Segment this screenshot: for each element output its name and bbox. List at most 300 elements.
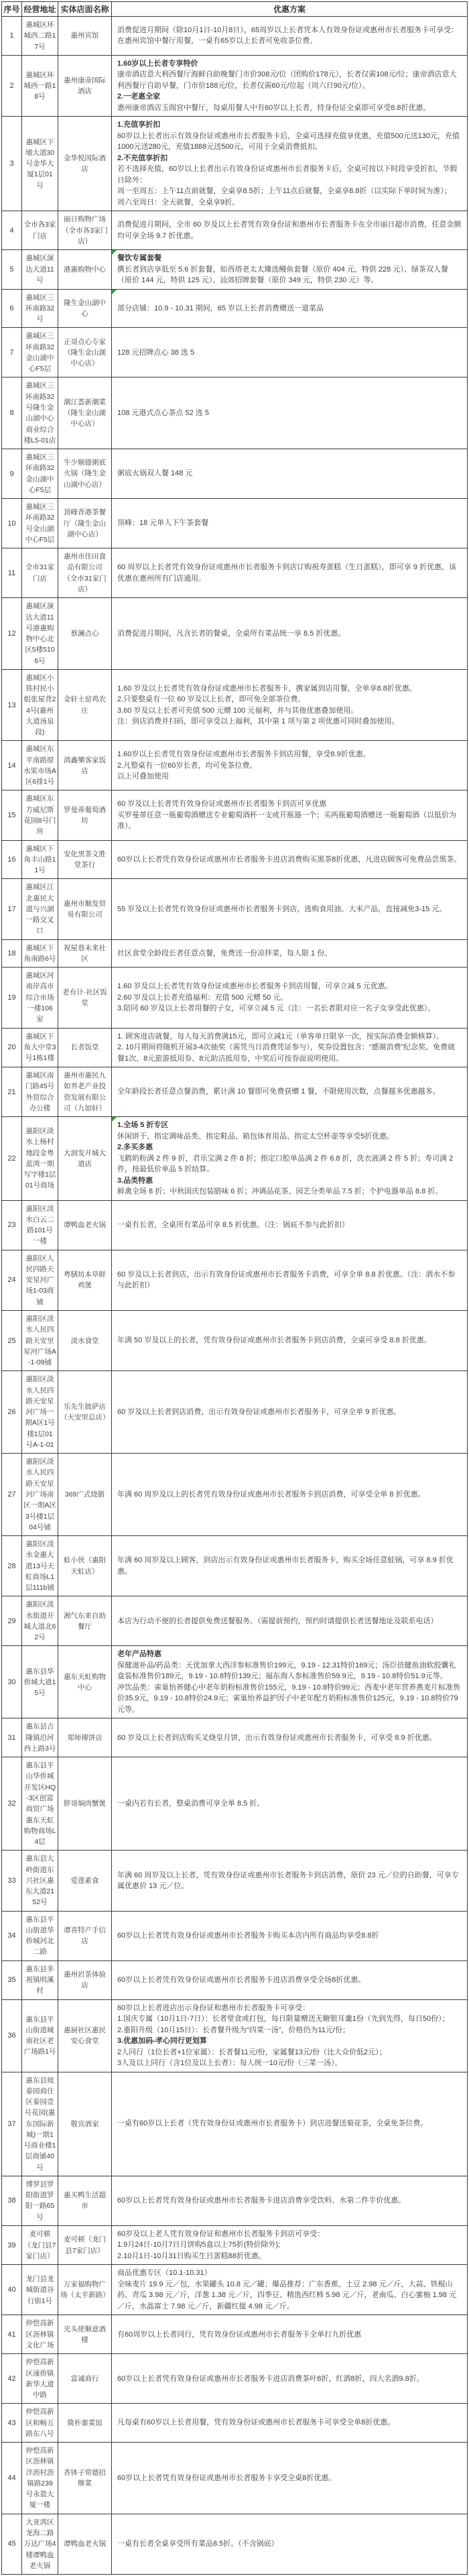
address-cell: 龙门县龙城街道谷行街1号 xyxy=(22,2265,58,2315)
store-name-cell: 惠州康帝国际酒店 xyxy=(58,55,112,117)
address-cell: 惠城区下角大中堂3号1栋1楼 xyxy=(22,1028,58,1067)
row-number-cell: 26 xyxy=(2,1371,22,1454)
plan-line: 60岁以上长者凭有效身份证或惠州市长者服务卡购买本店内所有商品均享受8.8折 xyxy=(117,1931,379,1940)
column-header-number: 序号 xyxy=(2,2,22,17)
offer-plan-cell xyxy=(112,211,468,250)
plan-line: 鲜禽全场 8 折；中秋国庆包装腊味 6 折；冲调品花茶、园艺分类单品 7.5 折；个护电器单品 8.8 折。 xyxy=(117,1187,443,1196)
store-name-cell: 胖哥焖肉蟹煲 xyxy=(58,1757,112,1851)
address-cell: 全市31家门店 xyxy=(22,548,58,598)
store-name-cell: 爱莲素食 xyxy=(58,1851,112,1911)
row-number-cell: 32 xyxy=(2,1757,22,1851)
address-cell: 惠城区三环南路32号 xyxy=(22,289,58,328)
row-number-cell: 44 xyxy=(2,2443,22,2514)
senior-discount-offers-table xyxy=(1,1,468,2575)
plan-line: 2.凡整桌有一位60岁长者，均可免茶位费。 xyxy=(117,761,257,770)
plan-line: 2.一老惠全家 xyxy=(117,93,161,101)
plan-line: 顶峰：18 元单人下午茶套餐 xyxy=(117,519,209,528)
plan-line: 3人及以上同行（含1位及以上长者）：每人统一10元/份（三菜一汤）。 xyxy=(117,2059,342,2068)
column-header-plan: 优惠方案 xyxy=(112,2,468,17)
plan-line: 若不选择充值，60岁以上长者出示有效身份证或惠州市长者服务卡后，全桌可按以下时段享受折扣，节假日除外： xyxy=(117,165,458,184)
row-number-cell: 3 xyxy=(2,117,22,211)
plan-line: 以上可叠加使用 xyxy=(117,772,169,781)
offer-plan-cell xyxy=(112,1536,468,1596)
address-cell: 惠阳区淡水上杨村地段金粤蓝湾一期写字楼1层01号商场 xyxy=(22,1117,58,1201)
plan-line: 1.60岁以上长者专享特价 xyxy=(117,59,198,68)
store-name-cell: 祝屋巷未来社区 xyxy=(58,939,112,968)
plan-line: 128 元招牌点心 38 选 5 xyxy=(117,348,194,357)
row-number-cell: 23 xyxy=(2,1200,22,1250)
address-cell: 惠城区下埔大道30号金华大厦1层01号 xyxy=(22,117,58,211)
table-row xyxy=(2,499,468,548)
address-cell: 惠东县坡泰园商住区泰园壹号花园(惠东国际新城)一期1号商业楼1层商铺40号 xyxy=(22,2072,58,2176)
plan-line: 2人同行（1位长者+1位家属）：长者餐11元/份，家属餐13元/份（比大众价低2元）； xyxy=(117,2048,387,2056)
plan-line: 1.60 岁及以上长者凭有效身份证或惠州市长者服务卡，携家属到店用餐，全单享8.8折优惠。 xyxy=(117,684,417,693)
store-name-cell: 惠州宾馆 xyxy=(58,17,112,56)
address-cell: 麦可顿（龙门县7家门店） xyxy=(22,2225,58,2265)
plan-line: 冲饮品类：雀巢怡养健心中老年奶粉标准售价155元，9.19 - 10.8特价99元；西麦中老年营养燕麦片标准售价35.9元，9.19 - 10.8特价24.9元；雀巢怡养益护因子中老年配方奶粉标准售价125元，9.19 - 10.8特价79元等。 xyxy=(117,1683,461,1714)
address-cell: 惠阳区淡水金惠大道13号天虹商场L1层111b铺 xyxy=(22,1536,58,1596)
offer-plan-cell xyxy=(112,2225,468,2265)
table-row xyxy=(2,1250,468,1310)
row-number-cell: 1 xyxy=(2,17,22,56)
address-cell: 惠阳区淡水人民四路天安星河广场一期A区1号楼1层01号A-1-01 xyxy=(22,1371,58,1454)
plan-line: 1. 顾客进店就餐，每人每天消费满15元，即可立减1元（单客单日限享一次，按实际消费金额核算）。 xyxy=(117,1032,444,1041)
table-row xyxy=(2,449,468,499)
offer-plan-cell xyxy=(112,1718,468,1757)
plan-line: 餐饮专属套餐 xyxy=(117,254,161,263)
header-row xyxy=(2,2,468,17)
plan-line: 60岁以上长者凭有效身份证或惠州市长者服务卡进店消费享受饮料、水第二件半价优惠。 xyxy=(117,2197,406,2205)
offer-plan-cell xyxy=(112,1646,468,1718)
table-row xyxy=(2,250,468,290)
offer-plan-cell xyxy=(112,879,468,939)
plan-line: 买罗曼蒂任意一瓶葡萄酒赠送专业葡萄酒杯一支或开瓶器一个；买两瓶葡萄酒赠送一瓶葡萄酒（以低价为准）。 xyxy=(117,811,456,831)
row-number-cell: 33 xyxy=(2,1851,22,1911)
table-row xyxy=(2,2514,468,2574)
table-row xyxy=(2,2225,468,2265)
address-cell: 惠城区小铁村民小组张屋背24号(惠州大道汤泉段) xyxy=(22,669,58,741)
plan-line: 飞鹤奶粉满 2 件 9 折，君乐宝满 2 件 8 折；指定口腔单品满 2 件 6.8 折，洗衣液满 2 件 5 折；寿司满 2 件，按最低价单品 5 折结算。 xyxy=(117,1154,454,1174)
plan-line: 2.60 岁及以上长者充值福利：充值 500 元赠 50 元。 xyxy=(117,993,288,1002)
store-name-cell: 金轩土窑鸡农庄 xyxy=(58,669,112,741)
plan-line: 55 岁及以上长者凭有效身份证或惠州市长者服务卡到店，选购食用油、大米产品，直接减免3-15 元。 xyxy=(117,904,447,913)
table-row xyxy=(2,1851,468,1911)
address-cell: 博罗县罗阳街道罗阳一路65号 xyxy=(22,2176,58,2225)
row-number-cell: 8 xyxy=(2,377,22,449)
address-cell: 惠城区三环南路32金山湖中心F5层 xyxy=(22,328,58,377)
plan-line: 消费促进月期间（除10月1日-10月8日），65周岁以上长者凭本人有效身份证或惠州市长者服务卡可享受：在惠州宾馆中餐厅用餐，一桌有65岁以上长者可免收茶位费。 xyxy=(117,25,459,46)
offer-plan-cell xyxy=(112,1310,468,1370)
plan-line: 一桌有长者，全桌所有菜品可享 8.5 折优惠。（注：锅底不参与此折扣） xyxy=(117,1220,349,1229)
store-name-cell: 罗曼蒂葡萄酒坊 xyxy=(58,791,112,840)
row-number-cell: 43 xyxy=(2,2404,22,2443)
store-name-cell: 丽日购物广场（全市各3家门店） xyxy=(58,211,112,250)
table-row xyxy=(2,2404,468,2443)
store-name-cell: 正哥点心专家（隆生金山湖中心店） xyxy=(58,328,112,377)
store-name-cell: 富诚商行 xyxy=(58,2354,112,2404)
address-cell: 惠城区环城西二路17号 xyxy=(22,17,58,56)
store-name-cell: 顶峰香港茶餐厅（隆生金山湖中心店） xyxy=(58,499,112,548)
plan-line: 1.9月24日-10月7日月饼购5盒以上75折(特价除外); xyxy=(117,2241,281,2249)
row-number-cell: 35 xyxy=(2,1960,22,1999)
column-header-store: 实体店面名称 xyxy=(58,2,112,17)
plan-line: 一桌内若有长者，整桌消费可享全单 8.5 折。 xyxy=(117,1800,265,1808)
plan-line: 休闲饼干、指定调味品类、指定鞋品、箱包体育用品、指定太空杯壶等享受5折优惠。 xyxy=(117,1132,395,1140)
offer-plan-cell xyxy=(112,1960,468,1999)
plan-line: 1.充值享折扣 xyxy=(117,121,161,129)
table-row xyxy=(2,1536,468,1596)
store-name-cell: 敬宾酒家 xyxy=(58,2072,112,2176)
plan-line: 粥底火锅双人餐 148 元 xyxy=(117,469,193,478)
store-name-cell: 大润发开城大道店 xyxy=(58,1117,112,1201)
address-cell: 惠东县平山街道城南社区老广场路1号 xyxy=(22,1999,58,2072)
plan-line: 60 岁及以上长者到店购买叉烧皇月饼，出示有效身份证或惠州市长者服务卡，可享受 8.9 折优惠。 xyxy=(117,1733,437,1742)
store-name-cell: 牛少顺德粥底火锅（隆生金山湖中心店） xyxy=(58,449,112,499)
offer-plan-cell xyxy=(112,2404,468,2443)
address-cell: 全市各3家门店 xyxy=(22,211,58,250)
table-row xyxy=(2,1911,468,1960)
table-row xyxy=(2,2443,468,2514)
row-number-cell: 6 xyxy=(2,289,22,328)
table-row xyxy=(2,1310,468,1370)
table-row xyxy=(2,1646,468,1718)
plan-line: 全味麦片 19.9 元／包，水果罐头 10.8 元／罐；爆品推荐：广东香蕉、土豆 2.98 元／斤，大蒜、铁棍山药、青瓜 3.98 元／斤，洋葱 1.38 元／斤，四季豆、精选西红柿 5.98 元／斤，老南瓜、白心蜜柚 1.98 元／斤，水晶富士 7.98 元／斤，新疆红提 4.98 元／斤。 xyxy=(117,2280,457,2310)
plan-line: 60 周岁以上长者凭有效身份证或惠州市长者服务卡到店订购祝寿蛋糕（生日蛋糕），即可享 9 折优惠，该优惠在惠州所有门店通用。 xyxy=(117,563,457,583)
address-cell: 惠东县吉隆镇沿河西上路3号 xyxy=(22,1718,58,1757)
row-number-cell: 27 xyxy=(2,1454,22,1536)
plan-line: 60 岁及以上长者凭有效身份证或惠州市长者服务卡到店可享优惠 xyxy=(117,800,327,809)
offer-plan-cell xyxy=(112,1757,468,1851)
plan-line: 3.优惠加码-孝心同行更划算 xyxy=(117,2037,207,2046)
offer-plan-cell xyxy=(112,1454,468,1536)
offer-plan-cell xyxy=(112,499,468,548)
row-number-cell: 25 xyxy=(2,1310,22,1370)
offer-plan-cell xyxy=(112,449,468,499)
store-name-cell: 万家福购物广场（太平新路） xyxy=(58,2265,112,2315)
offer-plan-cell xyxy=(112,2354,468,2404)
store-name-cell: 惠厨社区惠民安心食堂 xyxy=(58,1999,112,2072)
plan-line: 2.不充值享折扣 xyxy=(117,154,168,162)
table-row xyxy=(2,1596,468,1646)
store-name-cell: 谭鸭血老火锅 xyxy=(58,2514,112,2574)
store-name-cell: 惠买鸭生活超市 xyxy=(58,2176,112,2225)
row-number-cell: 36 xyxy=(2,1999,22,2072)
table-row xyxy=(2,1999,468,2072)
plan-line: 60 岁及以上长者到店消费，出示有效身份证或惠州市长者服务卡，可享全单 9 折优惠。 xyxy=(117,1407,401,1416)
store-name-cell: 谭喜特产手信店 xyxy=(58,1911,112,1960)
offer-plan-cell xyxy=(112,1851,468,1911)
plan-line: 2.多买多惠 xyxy=(117,1143,153,1152)
offer-plan-cell xyxy=(112,289,468,328)
row-number-cell: 45 xyxy=(2,2514,22,2574)
plan-line: 社区食堂全龄段长者任意点餐，免费送一份凉拌菜，每人限 1 份。 xyxy=(117,949,332,957)
offer-plan-cell xyxy=(112,2443,468,2514)
table-row xyxy=(2,1067,468,1117)
address-cell: 惠城区东平南路原水果市场A区6排1号 xyxy=(22,741,58,791)
address-cell: 仲恺高新区潼侨镇新华大道中路 xyxy=(22,2354,58,2404)
offer-plan-cell xyxy=(112,17,468,56)
offer-plan-cell xyxy=(112,55,468,117)
table-row xyxy=(2,548,468,598)
address-cell: 惠城区三环南路32号金山湖中心F5层 xyxy=(22,499,58,548)
address-cell: 惠城区环城西一路18号 xyxy=(22,55,58,117)
table-row xyxy=(2,2176,468,2225)
row-number-cell: 37 xyxy=(2,2072,22,2176)
table-row xyxy=(2,2265,468,2315)
offer-plan-cell xyxy=(112,1911,468,1960)
offer-plan-cell xyxy=(112,548,468,598)
comment-marker-icon xyxy=(112,1117,117,1122)
table-row xyxy=(2,791,468,840)
offer-plan-cell xyxy=(112,2265,468,2315)
offer-plan-cell xyxy=(112,117,468,211)
table-row xyxy=(2,879,468,939)
row-number-cell: 4 xyxy=(2,211,22,250)
address-cell: 惠城区演达大道11号港惠购物中心北区5楼5106号 xyxy=(22,598,58,670)
offer-plan-cell xyxy=(112,2072,468,2176)
table-row xyxy=(2,840,468,879)
plan-line: 一桌有长者全桌享受所有菜品8.5折。（不含锅底） xyxy=(117,2540,279,2549)
store-name-cell: 蔡澜点心 xyxy=(58,598,112,670)
row-number-cell: 21 xyxy=(2,1067,22,1117)
plan-line: 60岁以上长者凭有效身份证或惠州市长者服务卡进店消费茶叶8折，红酒8折，四大名酒9.8折。 xyxy=(117,2374,424,2383)
table-header xyxy=(2,2,468,17)
row-number-cell: 19 xyxy=(2,968,22,1028)
row-number-cell: 9 xyxy=(2,449,22,499)
plan-line: 108 元港式点心茶点 52 选 5 xyxy=(117,409,209,417)
row-number-cell: 18 xyxy=(2,939,22,968)
table-row xyxy=(2,1371,468,1454)
store-name-cell: 乐先生披萨店（天安里总店） xyxy=(58,1371,112,1454)
address-cell: 惠阳区淡水白云二路101号一楼 xyxy=(22,1200,58,1250)
store-name-cell: 惠州市惠民九如养老产业投资发展有限公司（九如轩） xyxy=(58,1067,112,1117)
row-number-cell: 10 xyxy=(2,499,22,548)
address-cell: 惠阳区人民四路天安星河广场1-03商铺 xyxy=(22,1250,58,1310)
store-name-cell: 惠东天虹购物中心 xyxy=(58,1646,112,1718)
table-row xyxy=(2,1454,468,1536)
store-name-cell: 惠州岩茶体验店 xyxy=(58,1960,112,1999)
plan-line: 有60周岁以上长者同行，凭有效身份证或惠州市长者服务卡全单打九折优惠 xyxy=(117,2330,362,2339)
store-name-cell: 安化黑茶文胜堂茶行 xyxy=(58,840,112,879)
plan-line: 部分店铺：10.9 - 10.31 期间，65 岁以上长者消费赠送一道菜品 xyxy=(117,304,324,312)
row-number-cell: 13 xyxy=(2,669,22,741)
table-row xyxy=(2,55,468,117)
address-cell: 惠东县大岭街道东兴社区惠东大道2152号 xyxy=(22,1851,58,1911)
row-number-cell: 14 xyxy=(2,741,22,791)
row-number-cell: 30 xyxy=(2,1646,22,1718)
table-row xyxy=(2,2354,468,2404)
offer-plan-cell xyxy=(112,598,468,670)
row-number-cell: 38 xyxy=(2,2176,22,2225)
plan-line: 消费促进月期间，全市 60 岁及以上长者凭有效身份证和惠州市长者服务卡在全市丽日超市消费，任意金额均可享全场 9.7 折优惠。 xyxy=(117,221,462,240)
table-row xyxy=(2,1200,468,1250)
address-cell: 惠城区河南岸高市综合市场一楼106室 xyxy=(22,968,58,1028)
store-name-cell: 老有计·社区饭堂 xyxy=(58,968,112,1028)
plan-line: 1.60 岁及以上长者凭有效身份证或惠州市长者服务卡到店用餐，可享立减 5 元优惠。 xyxy=(117,982,393,991)
address-cell: 仲恺高新区沥林镇泮沥村沥镇路239号永盈大厦一楼 xyxy=(22,2443,58,2514)
offer-plan-cell xyxy=(112,1596,468,1646)
row-number-cell: 39 xyxy=(2,2225,22,2265)
plan-line: 一桌有60岁以上长者（凭有效身份证或惠州市长者服务卡）到店进餐送菊花茶，全桌免茶位费。 xyxy=(117,2119,428,2128)
offer-plan-cell xyxy=(112,791,468,840)
store-name-cell: 湘气东来自助餐厅 xyxy=(58,1596,112,1646)
row-number-cell: 15 xyxy=(2,791,22,840)
address-cell: 惠城区下角丰山路11号 xyxy=(22,840,58,879)
row-number-cell: 42 xyxy=(2,2354,22,2404)
address-cell: 惠城区东方威尼斯花园8号门房 xyxy=(22,791,58,840)
address-cell: 惠东县平山街道华侨城河北二路 xyxy=(22,1911,58,1960)
plan-line: 2.重阳升级（10月15日）：长者餐升级为“四菜一汤”，价格仍为11元/份； xyxy=(117,2026,350,2034)
plan-line: 60 岁及以上长者到店，出示有效身份证或惠州市长者服务卡消费，可享全单 8.8 折优惠。（注：酒水不参与此折扣） xyxy=(117,1270,456,1290)
plan-line: 60岁以上长者凭有效身份证或惠州市长者服务卡进店消费享受全场8折优惠。 xyxy=(117,1975,366,1984)
store-name-cell: 香钵子常德招牌菜 xyxy=(58,2443,112,2514)
row-number-cell: 11 xyxy=(2,548,22,598)
store-name-cell: 金华悦国际酒店 xyxy=(58,117,112,211)
row-number-cell: 24 xyxy=(2,1250,22,1310)
offer-plan-cell xyxy=(112,1999,468,2072)
plan-line: 老年产品特惠 xyxy=(117,1650,161,1659)
plan-line: 3.60 岁及以上长者可充值 500 元赠 100 元福利，并与其他优惠叠加使用。 xyxy=(117,706,358,715)
plan-line: 保健滋补品/药品类：天优加拿大西洋参标准售价199元，9.19 - 12.31特价169元；汤臣倍健鱼油软胶囊礼盒装标准售价189元，9.19 - 10.8特价139元；福东海人参标准售价59.9元，9.19 - 10.8特价51.9元等。 xyxy=(117,1661,456,1681)
address-cell: 仲恺高新区和畅五路东八号 xyxy=(22,2404,58,2443)
plan-line: 2. 10月期间将随机开展3-4次抽奖（需凭当日消费凭证参与），奖券设置包含：“感谢消费”纪念奖、免费就餐1次、8元旅游抵用券、8元助洁抵用券，中奖后可按券面说明使用。 xyxy=(117,1043,456,1063)
address-cell: 惠城区三环南路32金山湖中心F5层 xyxy=(22,449,58,499)
row-number-cell: 12 xyxy=(2,598,22,670)
address-cell: 惠城区演达大道11号 xyxy=(22,250,58,290)
table-row xyxy=(2,669,468,741)
plan-line: 60岁以上长者凭有效身份证或惠州市长者服务卡享受全桌8折优惠。 xyxy=(117,2473,336,2482)
table-row xyxy=(2,968,468,1028)
plan-line: 60岁及以上老人凭有效身份证和惠州市长者服务卡到店可享受： xyxy=(117,2229,325,2238)
row-number-cell: 40 xyxy=(2,2265,22,2315)
plan-line: 2.只要整桌有一位 60 岁及以上长者，即可免全部茶位费。 xyxy=(117,695,306,704)
table-row xyxy=(2,1117,468,1201)
offer-plan-cell xyxy=(112,377,468,449)
store-name-cell: 谭鸭血老火锅 xyxy=(58,1200,112,1250)
table-row xyxy=(2,741,468,791)
address-cell: 惠阳区淡水人民四路天安里星河广场A-1-09铺 xyxy=(22,1310,58,1370)
store-name-cell: 惠州市佳田食品有限公司（全市31家门店） xyxy=(58,548,112,598)
row-number-cell: 5 xyxy=(2,250,22,290)
plan-line: 3.陪同 60 岁及以上长者用餐的子女，可享立减 5 元（注：一名长者限对应一名子女享受此优惠）。 xyxy=(117,1004,436,1013)
table-row xyxy=(2,328,468,377)
plan-line: 60岁以上长者进店出示身份证和惠州市长者服务卡可享受： xyxy=(117,2003,310,2012)
store-name-cell: 369广式烧腊 xyxy=(58,1454,112,1536)
offer-plan-cell xyxy=(112,250,468,290)
offer-plan-cell xyxy=(112,328,468,377)
store-name-cell: 鸿鑫樂客家饭店 xyxy=(58,741,112,791)
table-row xyxy=(2,211,468,250)
offer-plan-cell xyxy=(112,2514,468,2574)
table-row xyxy=(2,377,468,449)
plan-line: 周六至周日：全天就餐，全桌享9折。 xyxy=(117,198,240,207)
plan-line: 周一至周五：上午11点前就餐，全桌享8.5折；上午11点后就餐，全桌享8.8折（以实际下单时间为准）； xyxy=(117,187,452,196)
offer-plan-cell xyxy=(112,741,468,791)
comment-marker-icon xyxy=(112,290,117,294)
plan-line: 60岁以上长者凭有效身份证或惠州市长者服务卡进店消费购买黑茶8折优惠，凡进店顾客可免费品尝黑茶。 xyxy=(117,855,462,864)
offer-plan-cell xyxy=(112,840,468,879)
store-name-cell: 长者饭堂 xyxy=(58,1028,112,1067)
plan-line: 60岁以上长者出示有效身份证或惠州市长者服务卡后，全桌可选择充值享优惠，充值500元送130元，充值1000元送280元，充值1888元送500元，可用于全桌消费抵扣。 xyxy=(117,131,460,152)
address-cell: 惠城区南门路45号外贸综合办公楼 xyxy=(22,1067,58,1117)
plan-line: 凡每桌有60岁以上长者用餐，凭有效身份证或惠州市长者服务卡可享受全单8折优惠。 xyxy=(117,2418,395,2427)
offer-plan-cell xyxy=(112,1067,468,1117)
row-number-cell: 2 xyxy=(2,55,22,117)
table-row xyxy=(2,1960,468,1999)
address-cell: 大亚湾区龙海二路万达广场4楼谭鸭血老火锅 xyxy=(22,2514,58,2574)
plan-line: 1.国庆专属（10月1日-7日）：长者堂食或打包，每日限量赠送无糖银耳羹1份（先到先得，每日50份）； xyxy=(117,2015,450,2024)
table-row xyxy=(2,1757,468,1851)
plan-line: 注：到店消费并扫码，即可享受以上福利，其中第 1 项与第 2 项优惠可同时叠加使用。 xyxy=(117,717,399,726)
plan-line: 3.品类特惠 xyxy=(117,1176,153,1185)
plan-line: 年满 60 周岁及以上顾客，到店出示有效身份证或惠州市长者服务卡，购买全场任意蛙锅，可享 8.9 折优惠。 xyxy=(117,1556,454,1576)
plan-line: 惠州康帝酒店玉阁宫中餐厅，每桌用餐人中有60岁以上长者，持身份证全桌即可享受8.8折优惠。 xyxy=(117,103,431,112)
table-row xyxy=(2,289,468,328)
offer-plan-cell xyxy=(112,1250,468,1310)
plan-line: 年满 60 周岁及以上长者，凭有效身份证或惠州市长者服务卡到店消费，原价 23 元／位的自助餐，可享专属优惠价 13 元／位。 xyxy=(117,1871,459,1890)
table-row xyxy=(2,17,468,56)
offer-plan-cell xyxy=(112,968,468,1028)
plan-line: 康帝酒店意大利西餐厅海鲜自助晚餐门市价308元/位（团购价178元），长者仅需108元/位；康帝酒店意大利西餐厅自助早餐，门市价188元/位，长者仅需60元/位起（周六日90元/位）。 xyxy=(117,70,457,90)
store-name-cell: 麦可顿（龙门县7家门店） xyxy=(58,2225,112,2265)
store-name-cell: 港惠购物中心 xyxy=(58,250,112,290)
table-row xyxy=(2,2072,468,2176)
row-number-cell: 16 xyxy=(2,840,22,879)
table-body xyxy=(2,17,468,2575)
offer-plan-cell xyxy=(112,1371,468,1454)
column-header-address: 经营地址 xyxy=(22,2,58,17)
store-name-cell: 粤膳坊本草鲜鸡煲 xyxy=(58,1250,112,1310)
row-number-cell: 28 xyxy=(2,1536,22,1596)
address-cell: 仲恺高新区沥林镇文化广场 xyxy=(22,2315,58,2354)
store-name-cell: 郑师傅饼店 xyxy=(58,1718,112,1757)
row-number-cell: 31 xyxy=(2,1718,22,1757)
store-name-cell: 潮江荟新潮菜（隆生金山湖中心店） xyxy=(58,377,112,449)
offer-plan-cell xyxy=(112,2176,468,2225)
table-row xyxy=(2,598,468,670)
store-name-cell: 光头佬顺意酒楼 xyxy=(58,2315,112,2354)
comment-marker-icon xyxy=(112,250,117,255)
store-name-cell: 淡水食堂 xyxy=(58,1310,112,1370)
offer-plan-cell xyxy=(112,1117,468,1201)
offer-plan-cell xyxy=(112,1028,468,1067)
plan-line: 全年龄段长者任意点餐消费，累计满 10 餐即可免费获赠 1 餐，不限使用次数，点餐越多优惠越多。 xyxy=(117,1088,440,1096)
address-cell: 惠东县平山华侨城开发区HQ-3区创富商贸广场惠东天虹购物商场L4层 xyxy=(22,1757,58,1851)
address-cell: 惠城区三环南路32号隆生金山湖中心商业综合楼L5-01店 xyxy=(22,377,58,449)
table-row xyxy=(2,939,468,968)
address-cell: 惠城区下角南路6号 xyxy=(22,939,58,968)
row-number-cell: 34 xyxy=(2,1911,22,1960)
address-cell: 惠阳区淡水人民四路天安星河广场南区一期A区3号楼1层04号铺 xyxy=(22,1454,58,1536)
store-name-cell: 蛙小侠（惠阳天虹店） xyxy=(58,1536,112,1596)
offer-plan-cell xyxy=(112,939,468,968)
plan-line: 携长者到店享低至 5.6 折套餐，如西塔老太太臻选鳗鱼套餐（原价 404 元，特供 228 元）、绿茶双人餐（原价 144 元，特供 125 元）、汕郊招牌套餐（原价 349 元，特供 230 元）等。 xyxy=(117,265,448,285)
plan-line: 年满 60 周岁及以上的长者凭有效身份证或惠州市长者服务卡到店消费，可享受全单 8 折优惠。 xyxy=(117,1490,425,1499)
store-name-cell: 简朴寨菜馆 xyxy=(58,2404,112,2443)
row-number-cell: 22 xyxy=(2,1117,22,1201)
store-name-cell: 惠州市顺发贸易有限公司 xyxy=(58,879,112,939)
offer-plan-cell xyxy=(112,1200,468,1250)
plan-line: 商品优惠专区（10.1-10.31） xyxy=(117,2269,212,2278)
address-cell: 惠东县华侨城大道15号 xyxy=(22,1646,58,1718)
plan-line: 2.10月1日-10月31日购买生日蛋糕88折优惠。 xyxy=(117,2251,266,2260)
plan-line: 本店为行动不便的长者提供免费送餐服务。（需提前预约，预约时请提供长者送餐地址及联系电话） xyxy=(117,1617,438,1625)
row-number-cell: 20 xyxy=(2,1028,22,1067)
plan-line: 消费促进月期间，凡含长者的餐桌，全桌所有菜品统一享 8.5 折优惠。 xyxy=(117,629,346,638)
address-cell: 惠城区江北惠民大道与兴湖一路交叉口 xyxy=(22,879,58,939)
row-number-cell: 29 xyxy=(2,1596,22,1646)
row-number-cell: 41 xyxy=(2,2315,22,2354)
